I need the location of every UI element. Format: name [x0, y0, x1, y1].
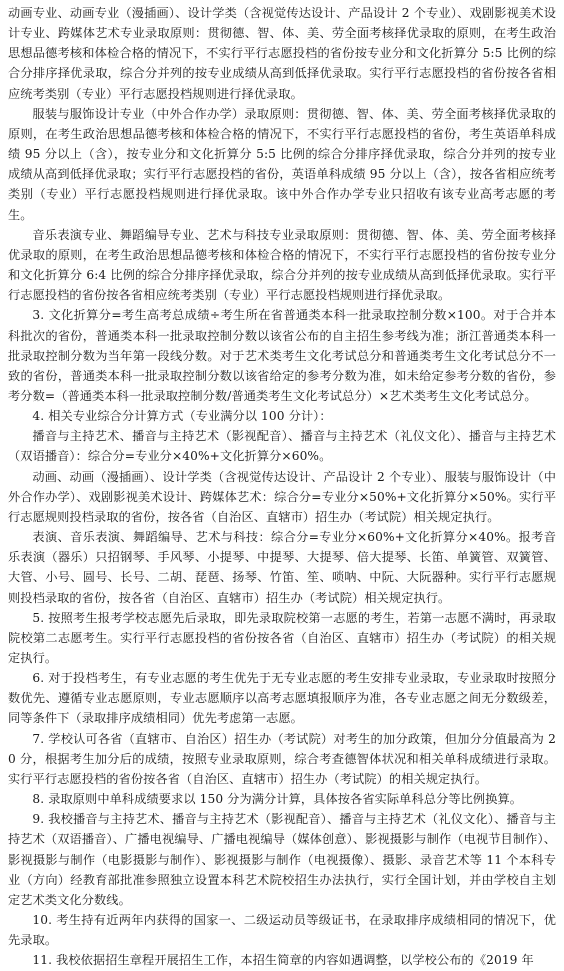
paragraph-item-11-charter: 11. 我校依据招生章程开展招生工作，本招生简章的内容如遇调整，以学校公布的《2019 年: [32, 953, 534, 968]
paragraph-admission-animation-design: 动画专业、动画专业（漫插画）、设计学类（含视觉传达设计、产品设计 2 个专业）、戏剧影视美术设计专业、跨媒体艺术专业录取原则：贯彻德、智、体、美、劳全面考核择优录取的原则，在考生政治思想品德考核和体检合格的情况下，不实行平行志愿投档的省份按专业分和文化折算分 5:5 比例的综合分排序择优录取，综合分并列的按专业成绩从高到低择优录取。实行平行志愿投档的省份按各省相应统考类别（专业）平行志愿投档规则进行择优录取。: [8, 6, 556, 101]
paragraph-item-4-animation: 动画、动画（漫插画）、设计学类（含视觉传达设计、产品设计 2 个专业）、服装与服饰设计（中外合作办学）、戏剧影视美术设计、跨媒体艺术：综合分=专业分×50%+文化折算分×50%。实行平行志愿规则投档录取的省份，按各省（自治区、直辖市）招生办（考试院）相关规定执行。: [8, 469, 556, 524]
paragraph-item-8-single-subject: 8. 录取原则中单科成绩要求以 150 分为满分计算，具体按各省实际单科总分等比例换算。: [32, 792, 523, 807]
paragraph-item-5-volunteer-order: 5. 按照考生报考学校志愿先后录取，即先录取院校第一志愿的考生，若第一志愿不满时，再录取院校第二志愿考生。实行平行志愿投档的省份按各省（自治区、直辖市）招生办（考试院）的相关规定执行。: [8, 610, 556, 665]
paragraph-item-4-performance: 表演、音乐表演、舞蹈编导、艺术与科技：综合分=专业分×60%+文化折算分×40%。报考音乐表演（器乐）只招钢琴、手风琴、小提琴、中提琴、大提琴、倍大提琴、长笛、单簧管、双簧管、大管、小号、圆号、长号、二胡、琵琶、扬琴、竹笛、笙、唢呐、中阮、大阮器种。实行平行志愿规则投档录取的省份，按各省（自治区、直辖市）招生办（考试院）相关规定执行。: [8, 530, 556, 605]
paragraph-item-9-national-plan: 9. 我校播音与主持艺术、播音与主持艺术（影视配音）、播音与主持艺术（礼仪文化）、播音与主持艺术（双语播音）、广播电视编导、广播电视编导（媒体创意）、影视摄影与制作（电视节目制作）、影视摄影与制作（电影摄影与制作）、影视摄影与制作（电视摄像）、摄影、录音艺术等 11 个本科专业（方向）经教育部批准参照独立设置本科艺术院校招生办法执行，实行全国计划，并由学校自主划定艺术类文化分数线。: [8, 812, 556, 907]
paragraph-admission-music-dance: 音乐表演专业、舞蹈编导专业、艺术与科技专业录取原则：贯彻德、智、体、美、劳全面考核择优录取的原则，在考生政治思想品德考核和体检合格的情况下，不实行平行志愿投档的省份按专业分和文化折算分 6:4 比例的综合分排序择优录取，综合分并列的按专业成绩从高到低择优录取。实行平行志愿投档的省份按各省相应统考类别（专业）平行志愿投档规则进行择优录取。: [8, 227, 556, 303]
paragraph-item-4-heading: 4. 相关专业综合分计算方式（专业满分以 100 分计）：: [32, 409, 332, 424]
document-page: [8, 3, 556, 971]
paragraph-item-6-major-preference: 6. 对于投档考生，有专业志愿的考生优先于无专业志愿的考生安排专业录取，专业录取时按照分数优先、遵循专业志愿原则，专业志愿顺序以高考志愿填报顺序为准，各专业志愿之间无分数级差，同等条件下（录取排序成绩相同）优先考虑第一志愿。: [8, 671, 556, 726]
paragraph-item-4-broadcasting: 播音与主持艺术、播音与主持艺术（影视配音）、播音与主持艺术（礼仪文化）、播音与主持艺术（双语播音）：综合分=专业分×40%+文化折算分×60%。: [8, 429, 556, 464]
paragraph-admission-fashion-design: 服装与服饰设计专业（中外合作办学）录取原则：贯彻德、智、体、美、劳全面考核择优录取的原则，在考生政治思想品德考核和体检合格的情况下，不实行平行志愿投档的省份，考生英语单科成绩 95 分以上（含），按专业分和文化折算分 5:5 比例的综合分排序择优录取，综合分并列的按专业成绩从高到低择优录取；实行平行志愿投档的省份，英语单科成绩 95 分以上（含），按各省相应统考类别（专业）平行志愿投档规则进行择优录取。该中外合作办学专业只招收有该专业高考志愿的考生。: [8, 106, 556, 222]
paragraph-item-10-athletes: 10. 考生持有近两年内获得的国家一、二级运动员等级证书，在录取排序成绩相同的情况下，优先录取。: [8, 913, 556, 948]
paragraph-item-7-bonus-points: 7. 学校认可各省（直辖市、自治区）招生办（考试院）对考生的加分政策，但加分分值最高为 20 分，根据考生加分后的成绩，按照专业录取原则，综合考查德智体状况和相关单科成绩进行录取。实行平行志愿投档的省份按各省（自治区、直辖市）招生办（考试院）的相关规定执行。: [8, 731, 556, 786]
paragraph-item-3-culture-score: 3. 文化折算分=考生高考总成绩÷考生所在省普通类本科一批录取控制分数×100。对于合并本科批次的省份，普通类本科一批录取控制分数以该省公布的自主招生参考线为准；浙江普通类本科一批录取控制分数为当年第一段线分数。对于艺术类考生文化考试总分和普通类考生文化考试总分不一致的省份，普通类本科一批录取控制分数以该省给定的参考分数为准，如未给定参考分数的省份，参考分数=（普通类本科一批录取控制分数/普通类考生文化考试总分）×艺术类考生文化考试总分。: [8, 308, 556, 403]
